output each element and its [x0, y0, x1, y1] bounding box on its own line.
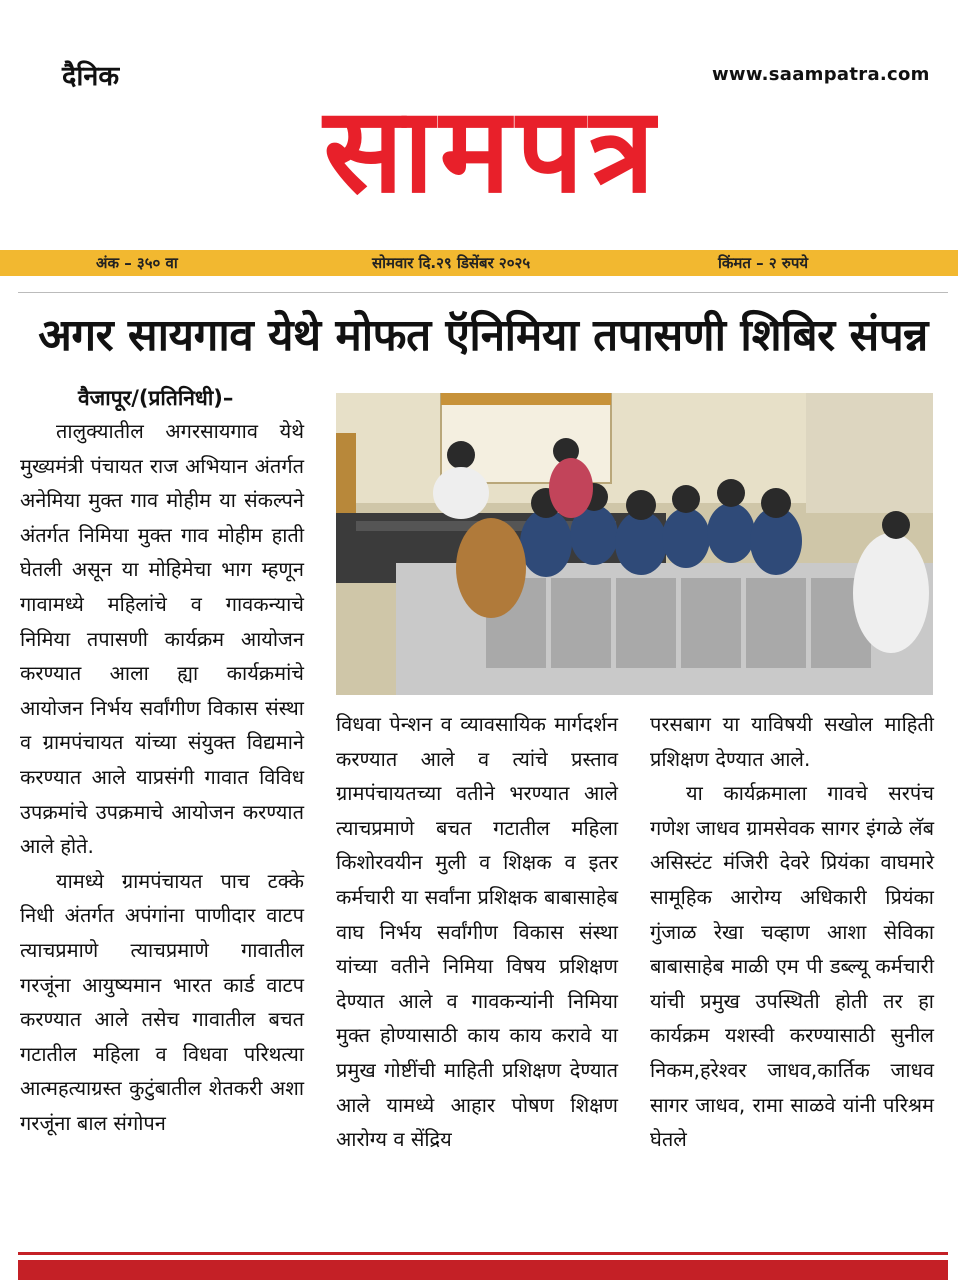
paragraph: यामध्ये ग्रामपंचायत पाच टक्के निधी अंतर्गत अपंगांना पाणीदार वाटप त्याचप्रमाणे त्याचप्रमाणे गावातील गरजूंना आयुष्यमान भारत कार्ड वाटप करण्यात आले तसेच गावातील बचत गटातील महिला व विधवा परिथत्या आत्महत्याग्रस्त कुटुंबातील शेतकरी अशा गरजूंना बाल संगोपन — [20, 868, 304, 1135]
newspaper-prefix: दैनिक — [62, 61, 120, 92]
paragraph: परसबाग या याविषयी सखोल माहिती प्रशिक्षण देण्यात आले. — [650, 712, 934, 771]
paragraph: विधवा पेन्शन व व्यावसायिक मार्गदर्शन करण्यात आले व त्यांचे प्रस्ताव ग्रामपंचायतच्या वतीने भरण्यात आले त्याचप्रमाणे बचत गटातील महिला किशोरवयीन मुली व शिक्षक व इतर कर्मचारी या सर्वांना प्रशिक्षक बाबासाहेब वाघ निर्भय सर्वांगीण विकास संस्था यांच्या वतीने निमिया विषय प्रशिक्षण देण्यात आले व गावकन्यांनी निमिया मुक्त होण्यासाठी काय काय करावे या प्रमुख गोष्टींची माहिती प्रशिक्षण देण्यात आले यामध्ये आहार पोषण शिक्षण आरोग्य व सेंद्रिय — [336, 712, 618, 1152]
event-photo — [336, 393, 933, 695]
header-divider — [18, 292, 948, 293]
newspaper-masthead: सामपत्र — [323, 88, 661, 212]
footer-band — [18, 1260, 948, 1280]
footer-rule — [18, 1252, 948, 1255]
article-column-1 — [20, 414, 304, 1140]
paragraph: तालुक्यातील अगरसायगाव येथे मुख्यमंत्री पंचायत राज अभियान अंतर्गत अनेमिया मुक्त गाव मोहीम या संकल्पने अंतर्गत निमिया मुक्त गाव मोहीम हाती घेतली असून या मोहिमेचा भाग म्हणून गावामध्ये महिलांचे व गावकन्याचे निमिया तपासणी कार्यक्रम आयोजन करण्यात आला ह्या कार्यक्रमांचे आयोजन निर्भय सर्वांगीण विकास संस्था व ग्रामपंचायत यांच्या संयुक्त विद्यमाने करण्यात आले याप्रसंगी गावात विविध उपक्रमांचे उपक्रमाचे आयोजन करण्यात आले होते. — [20, 419, 304, 859]
issue-number: अंक – ३५० वा — [96, 254, 178, 272]
issue-date: सोमवार दि.२९ डिसेंबर २०२५ — [372, 254, 531, 272]
article-column-3 — [650, 707, 934, 1157]
website-url: www.saampatra.com — [712, 64, 930, 85]
event-photo-illustration — [336, 393, 933, 695]
paragraph: या कार्यक्रमाला गावचे सरपंच गणेश जाधव ग्रामसेवक सागर इंगळे लॅब असिस्टंट मंजिरी देवरे प्रियंका वाघमारे सामूहिक आरोग्य अधिकारी प्रियंका गुंजाळ रेखा चव्हाण आशा सेविका बाबासाहेब माळी एम पी डब्ल्यू कर्मचारी यांची प्रमुख उपस्थिती होती तर हा कार्यक्रम यशस्वी करण्यासाठी सुनील निकम,हरेश्वर जाधव,कार्तिक जाधव सागर जाधव, रामा साळवे यांनी परिश्रम घेतले — [650, 781, 934, 1152]
article-column-2 — [336, 707, 618, 1157]
article-headline: अगर सायगाव येथे मोफत ऍनिमिया तपासणी शिबिर संपन्न — [38, 310, 928, 361]
issue-price: किंमत – २ रुपये — [718, 254, 809, 272]
article-byline: वैजापूर/(प्रतिनिधी)– — [78, 386, 234, 410]
issue-info-bar — [0, 250, 958, 276]
